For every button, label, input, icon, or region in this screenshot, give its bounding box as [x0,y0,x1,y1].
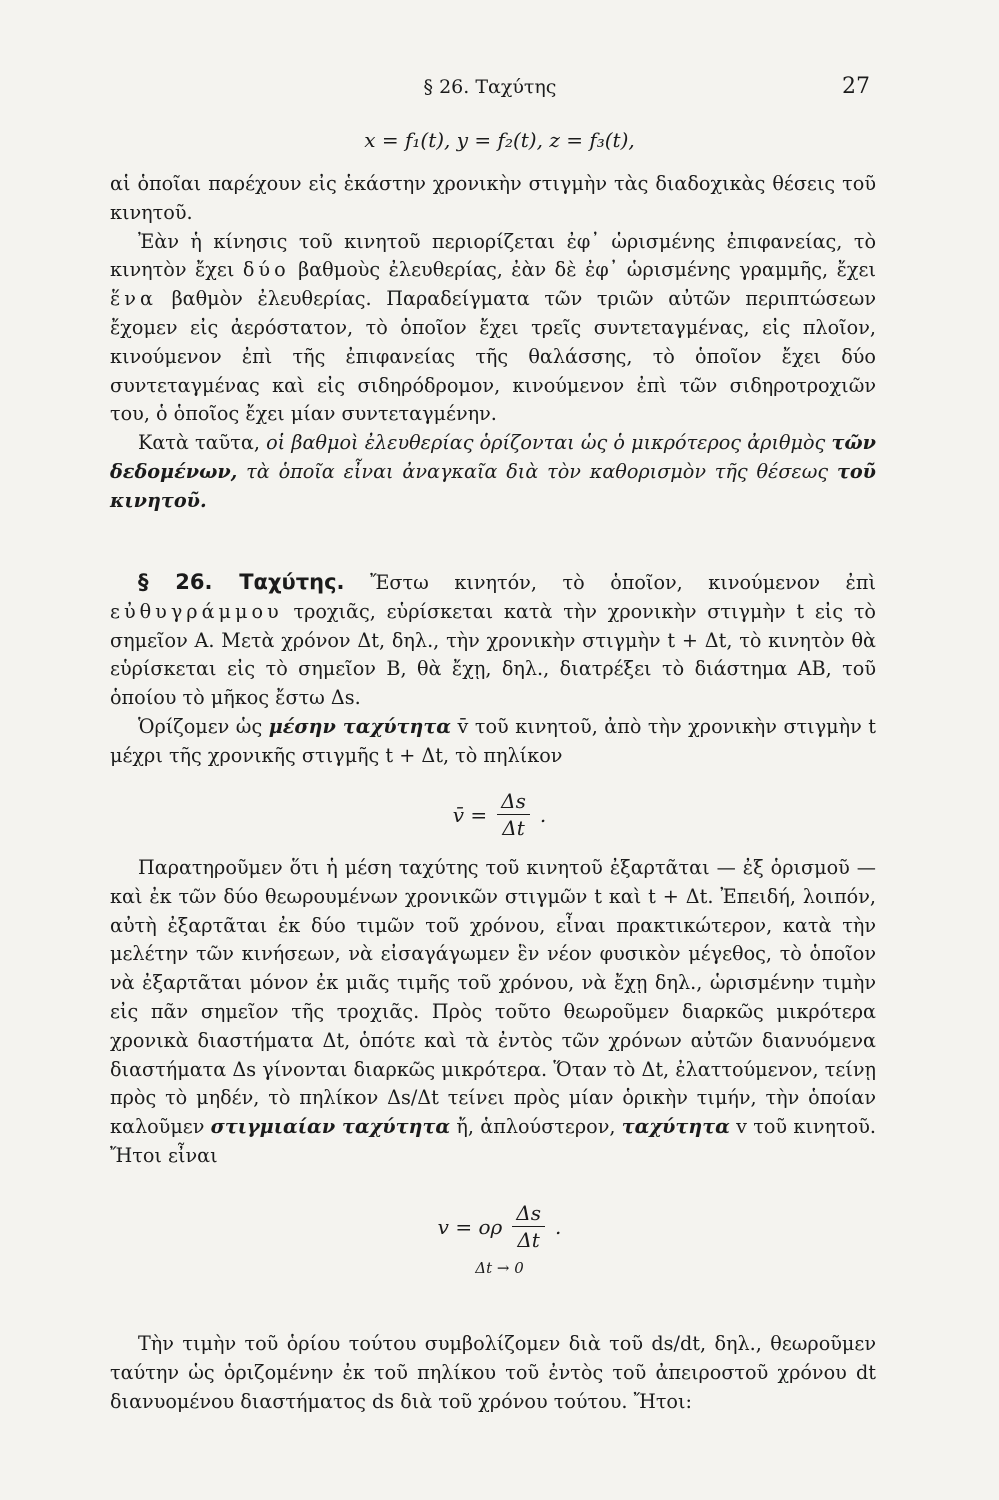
text-block-derivative [110,1330,876,1416]
equation-instantaneous-velocity: v = ορ $\frac{\Delta s}{\Delta t}$ . Δt → 0 [0,1200,999,1277]
paragraph-section-intro: § 26. Ταχύτης. Ἔστω κινητόν, τὸ ὁποῖον, κινούμενον ἐπὶ εὐθυγράμμου τροχιᾶς, εὑρίσκεται κατὰ τὴν χρονικὴν στιγμὴν t εἰς τὸ σημεῖον A. Μετὰ χρόνον Δt, δηλ., τὴν χρονικὴν στιγμὴν t + Δt, τὸ κινητὸν θὰ εὑρίσκεται εἰς τὸ σημεῖον B, θὰ ἔχῃ, δηλ., διατρέξει τὸ διάστημα AB, τοῦ ὁποίου τὸ μῆκος ἔστω Δs. [110,570,876,710]
equation-coordinates: x = f₁(t), y = f₂(t), z = f₃(t), [364,128,635,152]
paragraph-continuation: αἱ ὁποῖαι παρέχουν εἰς ἑκάστην χρονικὴν στιγμὴν τὰς διαδοχικὰς θέσεις τοῦ κινητοῦ. [110,172,876,224]
text-block-degrees-of-freedom [110,170,876,516]
fraction [512,1200,545,1253]
section-heading: § 26. Ταχύτης. [138,570,345,594]
numerator: Δs [516,1201,541,1225]
term-instantaneous-velocity: στιγμιαίαν ταχύτητα [210,1115,451,1139]
spaced-word-ena: ἕνα [110,287,157,311]
term-mean-velocity: μέσην ταχύτητα [268,714,452,738]
term-velocity: ταχύτητα [621,1115,730,1139]
paragraph-instantaneous-velocity: Παρατηροῦμεν ὅτι ἡ μέση ταχύτης τοῦ κινητοῦ ἐξαρτᾶται — ἐξ ὁρισμοῦ — καὶ ἐκ τῶν δύο θεωρουμένων χρονικῶν στιγμῶν t καὶ t + Δt. Ἐπειδή, λοιπόν, αὐτὴ ἐξαρτᾶται ἐκ δύο τιμῶν τοῦ χρόνου, εἶναι πρακτικώτερον, κατὰ τὴν μελέτην τῶν κινήσεων, νὰ εἰσαγάγωμεν ἓν νέον φυσικὸν μέγεθος, τὸ ὁποῖον νὰ ἐξαρτᾶται μόνον ἐκ μιᾶς τιμῆς τοῦ χρόνου, νὰ ἔχῃ δηλ., ὡρισμένην τιμὴν εἰς πᾶν σημεῖον τῆς τροχιᾶς. Πρὸς τοῦτο θεωροῦμεν διαρκῶς μικρότερα χρονικὰ διαστήματα Δt, ὁπότε καὶ τὰ ἐντὸς τῶν χρόνων αὐτῶν διανυόμενα διαστήματα Δs γίνονται διαρκῶς μικρότερα. Ὅταν τὸ Δt, ἐλαττούμενον, τείνῃ πρὸς τὸ μηδέν, τὸ πηλίκον Δs/Δt τείνει πρὸς μίαν ὁρικὴν τιμήν, τὴν ὁποίαν καλοῦμεν στιγμιαίαν ταχύτητα ἤ, ἁπλούστερον, ταχύτητα v τοῦ κινητοῦ. Ἤτοι εἶναι [110,856,876,1167]
numerator: Δs [501,789,526,813]
running-header [110,74,870,104]
spaced-word-duo: δύο [242,258,290,282]
page-number: 27 [842,74,870,99]
spaced-word-euthygrammou: εὐθυγράμμου [110,599,283,623]
running-title: § 26. Ταχύτης [423,76,557,98]
denominator: Δt [512,1226,545,1253]
text-block-section-26 [110,568,876,771]
fraction [497,788,530,841]
denominator: Δt [497,814,530,841]
limit-condition: Δt → 0 [475,1259,524,1277]
paragraph-mean-velocity: Ὁρίζομεν ὡς μέσην ταχύτητα v̄ τοῦ κινητοῦ, ἀπὸ τὴν χρονικὴν στιγμὴν t μέχρι τῆς χρονικῆς στιγμῆς t + Δt, τὸ πηλίκον [110,714,876,767]
equation-mean-velocity: v̄ = $\frac{\Delta s}{\Delta t}$ . [452,789,547,840]
paragraph-constraints: Ἐὰν ἡ κίνησις τοῦ κινητοῦ περιορίζεται ἐφ᾽ ὡρισμένης ἐπιφανείας, τὸ κινητὸν ἔχει δύο βαθμοὺς ἐλευθερίας, ἐὰν δὲ ἐφ᾽ ὡρισμένης γραμμῆς, ἔχει ἕνα βαθμὸν ἐλευθερίας. Παραδείγματα τῶν τριῶν αὐτῶν περιπτώσεων ἔχομεν εἰς ἀερόστατον, τὸ ὁποῖον ἔχει τρεῖς συντεταγμένας, εἰς πλοῖον, κινούμενον ἐπὶ τῆς ἐπιφανείας τῆς θαλάσσης, τὸ ὁποῖον ἔχει δύο συντεταγμένας καὶ εἰς σιδηρόδρομον, κινούμενον ἐπὶ τῶν σιδηροτροχιῶν του, ὁ ὁποῖος ἔχει μίαν συντεταγμένην. [110,229,876,426]
paragraph-definition-degrees: Κατὰ ταῦτα, οἱ βαθμοὶ ἐλευθερίας ὁρίζονται ὡς ὁ μικρότερος ἀριθμὸς τῶν δεδομένων, τὰ ὁποῖα εἶναι ἀναγκαῖα διὰ τὸν καθορισμὸν τῆς θέσεως τοῦ κινητοῦ. [110,431,876,512]
paragraph-derivative: Τὴν τιμὴν τοῦ ὁρίου τούτου συμβολίζομεν διὰ τοῦ ds/dt, δηλ., θεωροῦμεν ταύτην ὡς ὁριζομένην ἐκ τοῦ πηλίκου τοῦ ἐντὸς τοῦ ἀπειροστοῦ χρόνου dt διανυομένου διαστήματος ds διὰ τοῦ χρόνου τούτου. Ἤτοι: [110,1332,876,1413]
text-block-instantaneous [110,854,876,1171]
